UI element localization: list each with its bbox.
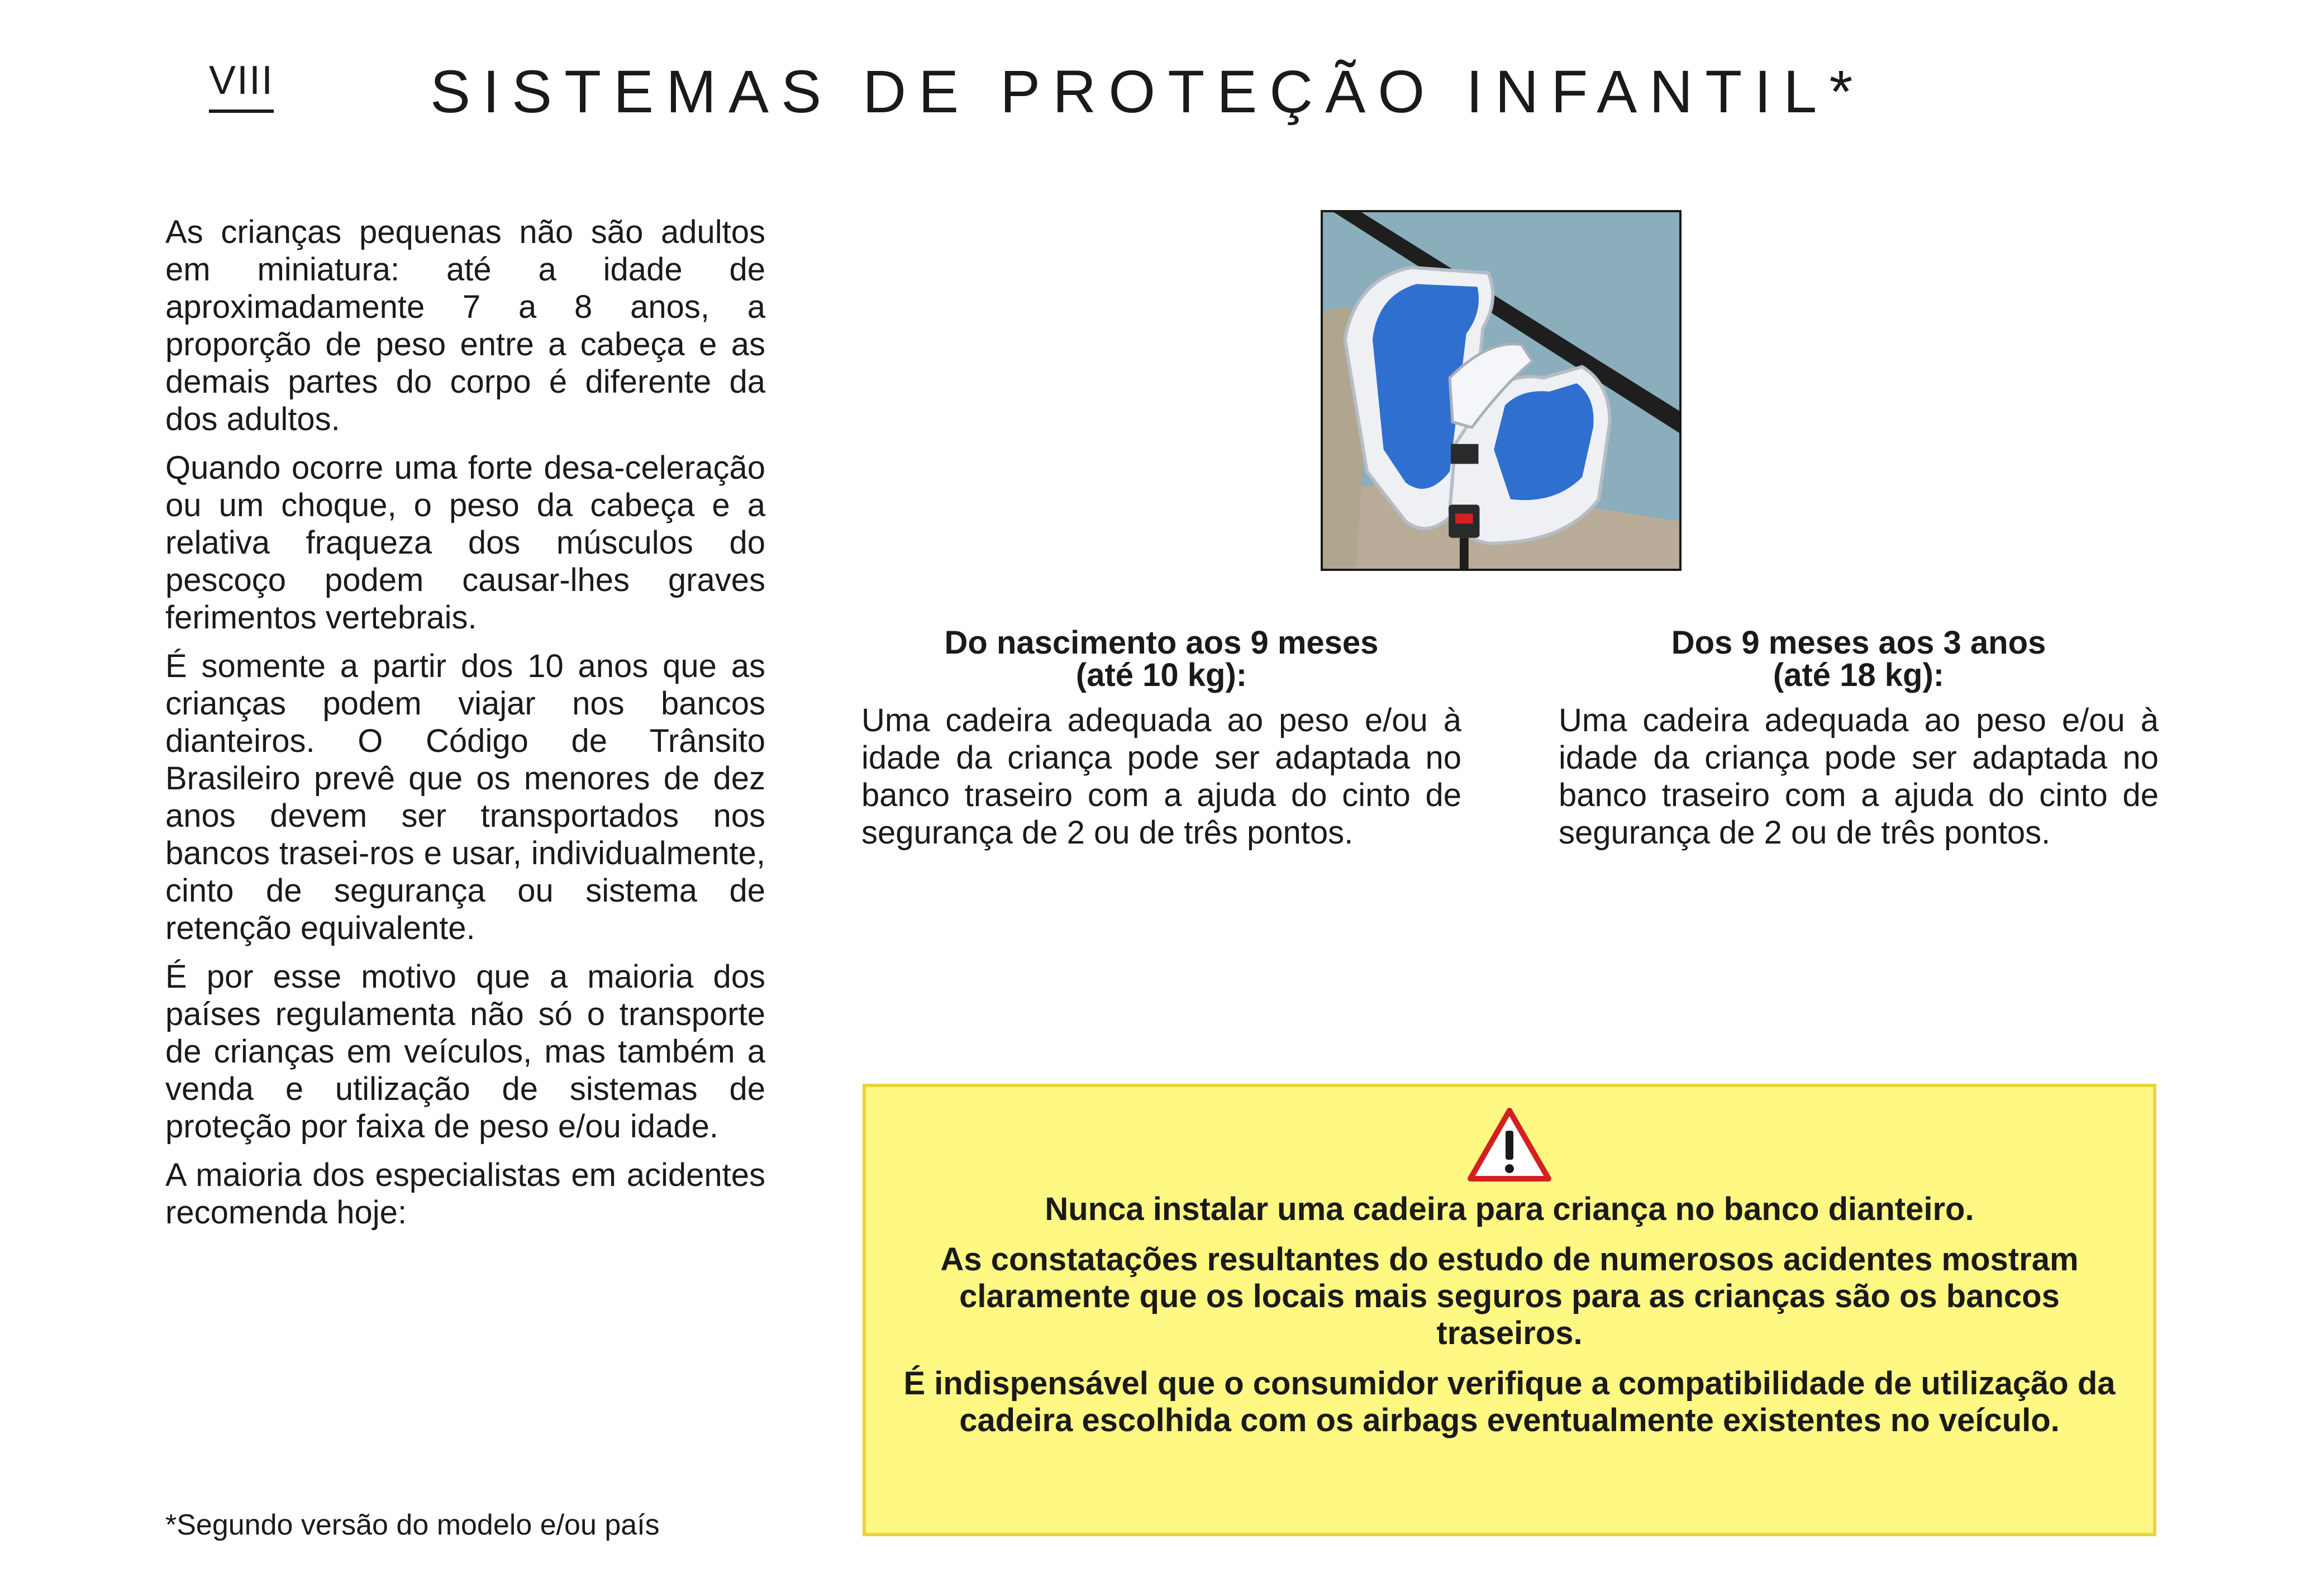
intro-text <box>165 213 765 1242</box>
section-heading <box>861 627 1461 692</box>
section-heading-weight: (até 10 kg): <box>1075 657 1247 693</box>
warning-box <box>863 1084 2156 1536</box>
chapter-number: VIII <box>209 60 274 113</box>
intro-paragraph: A maioria dos especialistas em acidentes recomenda hoje: <box>165 1157 765 1231</box>
section-toddler <box>1559 627 2159 851</box>
section-heading <box>1559 627 2159 692</box>
intro-paragraph: Quando ocorre uma forte desa-celeração ou um choque, o peso da cabeça e a relativa fraqueza dos músculos do pescoço podem causar-lhes graves ferimentos vertebrais. <box>165 450 765 636</box>
warning-message: As constatações resultantes do estudo de numerosos acidentes mostram claramente que os locais mais seguros para as crianças são os bancos traseiros. <box>940 1241 2079 1351</box>
section-text: Uma cadeira adequada ao peso e/ou à idade da criança pode ser adaptada no banco traseiro com a ajuda do cinto de segurança de 2 ou de três pontos. <box>1559 702 2159 851</box>
footnote: *Segundo versão do modelo e/ou país <box>165 1509 660 1541</box>
page-title: SISTEMAS DE PROTEÇÃO INFANTIL* <box>430 58 1865 125</box>
warning-message: Nunca instalar uma cadeira para criança no banco dianteiro. <box>1045 1191 1974 1227</box>
section-heading-age: Do nascimento aos 9 meses <box>944 625 1379 661</box>
section-text: Uma cadeira adequada ao peso e/ou à idade da criança pode ser adaptada no banco traseiro com a ajuda do cinto de segurança de 2 ou de três pontos. <box>861 702 1461 851</box>
intro-paragraph: As crianças pequenas não são adultos em miniatura: até a idade de aproximadamente 7 a 8 anos, a proporção de peso entre a cabeça e as demais partes do corpo é diferente da dos adultos. <box>165 214 765 437</box>
child-seat-illustration <box>1321 210 1682 571</box>
section-heading-weight: (até 18 kg): <box>1773 657 1945 693</box>
section-newborn <box>861 627 1461 851</box>
warning-triangle-icon <box>1467 1106 1552 1183</box>
warning-message: É indispensável que o consumidor verifique a compatibilidade de utilização da cadeira escolhida com os airbags eventualmente existentes no veículo. <box>903 1365 2116 1438</box>
intro-paragraph: É por esse motivo que a maioria dos países regulamenta não só o transporte de crianças em veículos, mas também a venda e utilização de sistemas de proteção por faixa de peso e/ou idade. <box>165 959 765 1145</box>
intro-paragraph: É somente a partir dos 10 anos que as crianças podem viajar nos bancos dianteiros. O Código de Trânsito Brasileiro prevê que os menores de dez anos devem ser transportados nos bancos trasei-ros e usar, individualmente, cinto de segurança ou sistema de retenção equivalente. <box>165 648 765 946</box>
section-heading-age: Dos 9 meses aos 3 anos <box>1671 625 2046 661</box>
